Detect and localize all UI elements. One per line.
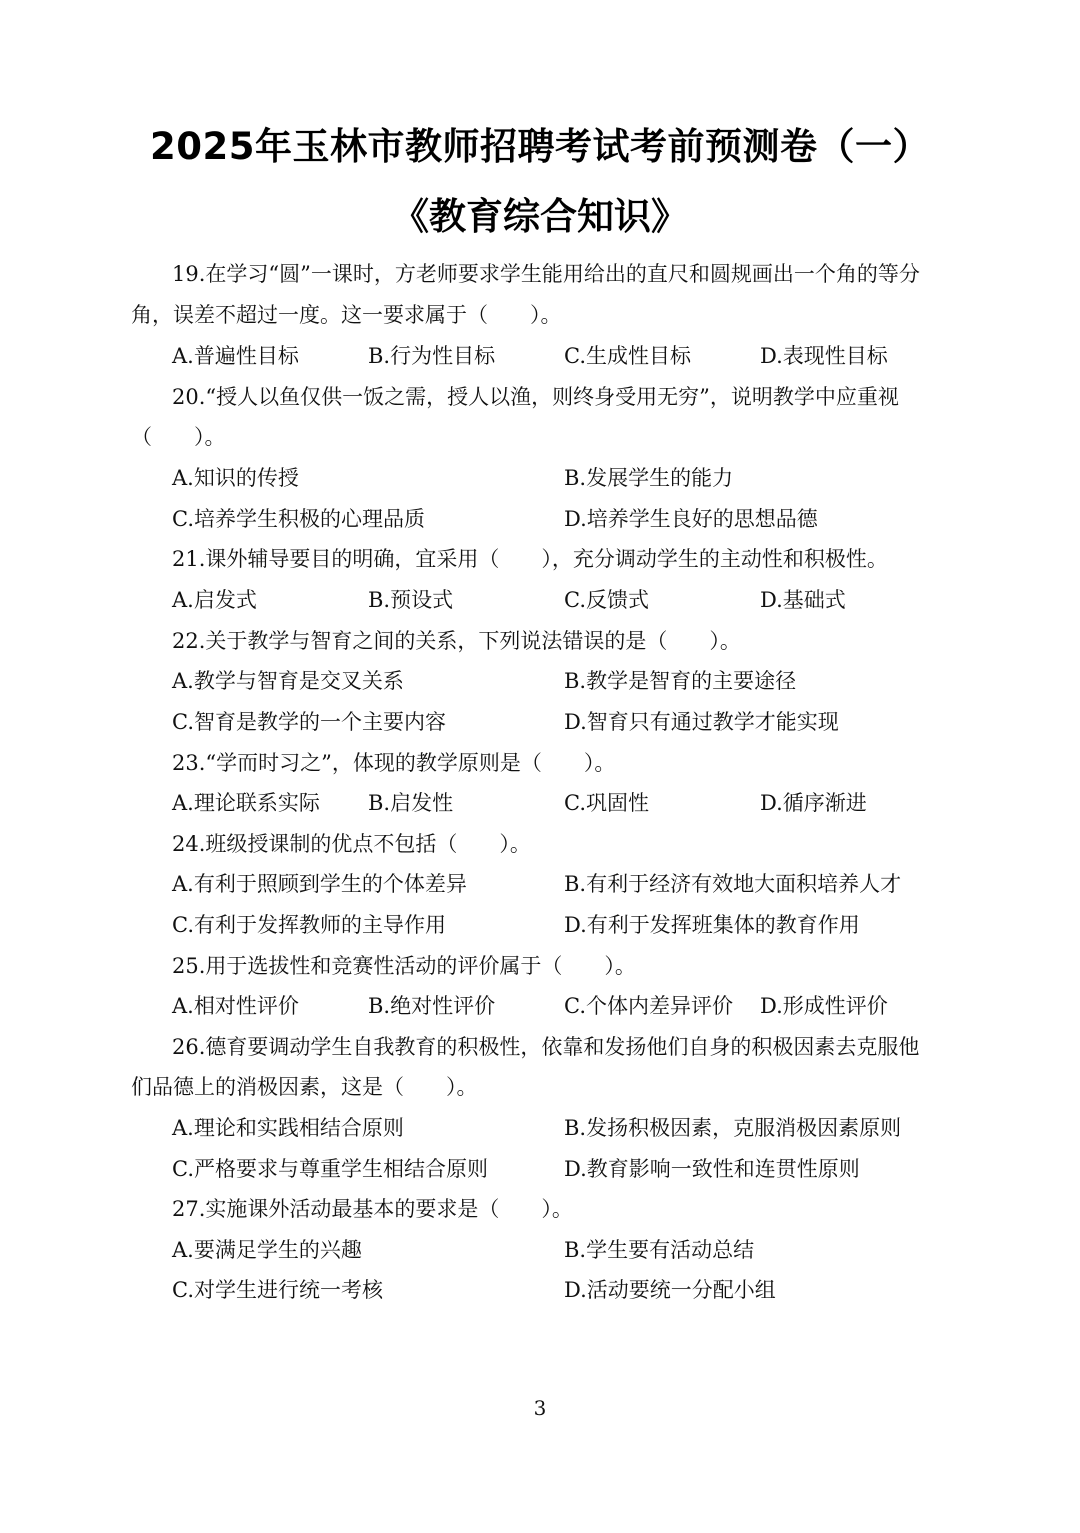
option-c: C.对学生进行统一考核	[172, 1278, 383, 1302]
option-c: C.巩固性	[564, 791, 649, 815]
question-stem: 22.关于教学与智育之间的关系，下列说法错误的是（ ）。	[172, 629, 741, 653]
question-stem-continued: 们品德上的消极因素，这是（ ）。	[131, 1075, 478, 1099]
option-a: A.启发式	[172, 588, 257, 612]
subject-title: 《教育综合知识》	[392, 195, 688, 238]
option-b: B.发展学生的能力	[564, 466, 734, 490]
option-d: D.有利于发挥班集体的教育作用	[564, 913, 860, 937]
option-d: D.形成性评价	[760, 994, 888, 1018]
option-b: B.启发性	[368, 791, 454, 815]
option-b: B.有利于经济有效地大面积培养人才	[564, 872, 902, 896]
option-c: C.有利于发挥教师的主导作用	[172, 913, 446, 937]
question-stem: 23.“学而时习之”，体现的教学原则是（ ）。	[172, 751, 616, 775]
question-stem: 20.“授人以鱼仅供一饭之需，授人以渔，则终身受用无穷”，说明教学中应重视	[172, 385, 899, 409]
option-b: B.发扬积极因素，克服消极因素原则	[564, 1116, 902, 1140]
option-d: D.循序渐进	[760, 791, 867, 815]
question-stem: 25.用于选拔性和竞赛性活动的评价属于（ ）。	[172, 954, 636, 978]
option-d: D.活动要统一分配小组	[564, 1278, 776, 1302]
option-d: D.培养学生良好的思想品德	[564, 507, 818, 531]
question-stem: 26.德育要调动学生自我教育的积极性，依靠和发扬他们自身的积极因素去克服他	[172, 1035, 920, 1059]
option-d: D.表现性目标	[760, 344, 888, 368]
option-c: C.反馈式	[564, 588, 649, 612]
option-a: A.相对性评价	[172, 994, 299, 1018]
option-b: B.绝对性评价	[368, 994, 496, 1018]
option-a: A.知识的传授	[172, 466, 299, 490]
option-d: D.教育影响一致性和连贯性原则	[564, 1157, 860, 1181]
option-c: C.智育是教学的一个主要内容	[172, 710, 446, 734]
option-d: D.基础式	[760, 588, 846, 612]
question-stem-continued: 角，误差不超过一度。这一要求属于（ ）。	[131, 303, 562, 327]
option-b: B.预设式	[368, 588, 454, 612]
option-b: B.教学是智育的主要途径	[564, 669, 797, 693]
option-a: A.理论联系实际	[172, 791, 320, 815]
option-d: D.智育只有通过教学才能实现	[564, 710, 839, 734]
option-a: A.普遍性目标	[172, 344, 299, 368]
option-a: A.要满足学生的兴趣	[172, 1238, 362, 1262]
option-c: C.个体内差异评价	[564, 994, 733, 1018]
question-stem: 27.实施课外活动最基本的要求是（ ）。	[172, 1197, 573, 1221]
option-a: A.理论和实践相结合原则	[172, 1116, 404, 1140]
option-a: A.有利于照顾到学生的个体差异	[172, 872, 467, 896]
option-c: C.生成性目标	[564, 344, 691, 368]
exam-title: 2025年玉林市教师招聘考试考前预测卷（一）	[150, 125, 930, 168]
option-c: C.培养学生积极的心理品质	[172, 507, 425, 531]
option-b: B.学生要有活动总结	[564, 1238, 755, 1262]
page-number: 3	[533, 1396, 547, 1420]
option-a: A.教学与智育是交叉关系	[172, 669, 404, 693]
option-c: C.严格要求与尊重学生相结合原则	[172, 1157, 488, 1181]
option-b: B.行为性目标	[368, 344, 496, 368]
question-stem-continued: （ ）。	[131, 425, 226, 449]
question-stem: 21.课外辅导要目的明确，宜采用（ ），充分调动学生的主动性和积极性。	[172, 547, 888, 571]
question-stem: 19.在学习“圆”一课时，方老师要求学生能用给出的直尺和圆规画出一个角的等分	[172, 262, 920, 286]
question-stem: 24.班级授课制的优点不包括（ ）。	[172, 832, 531, 856]
